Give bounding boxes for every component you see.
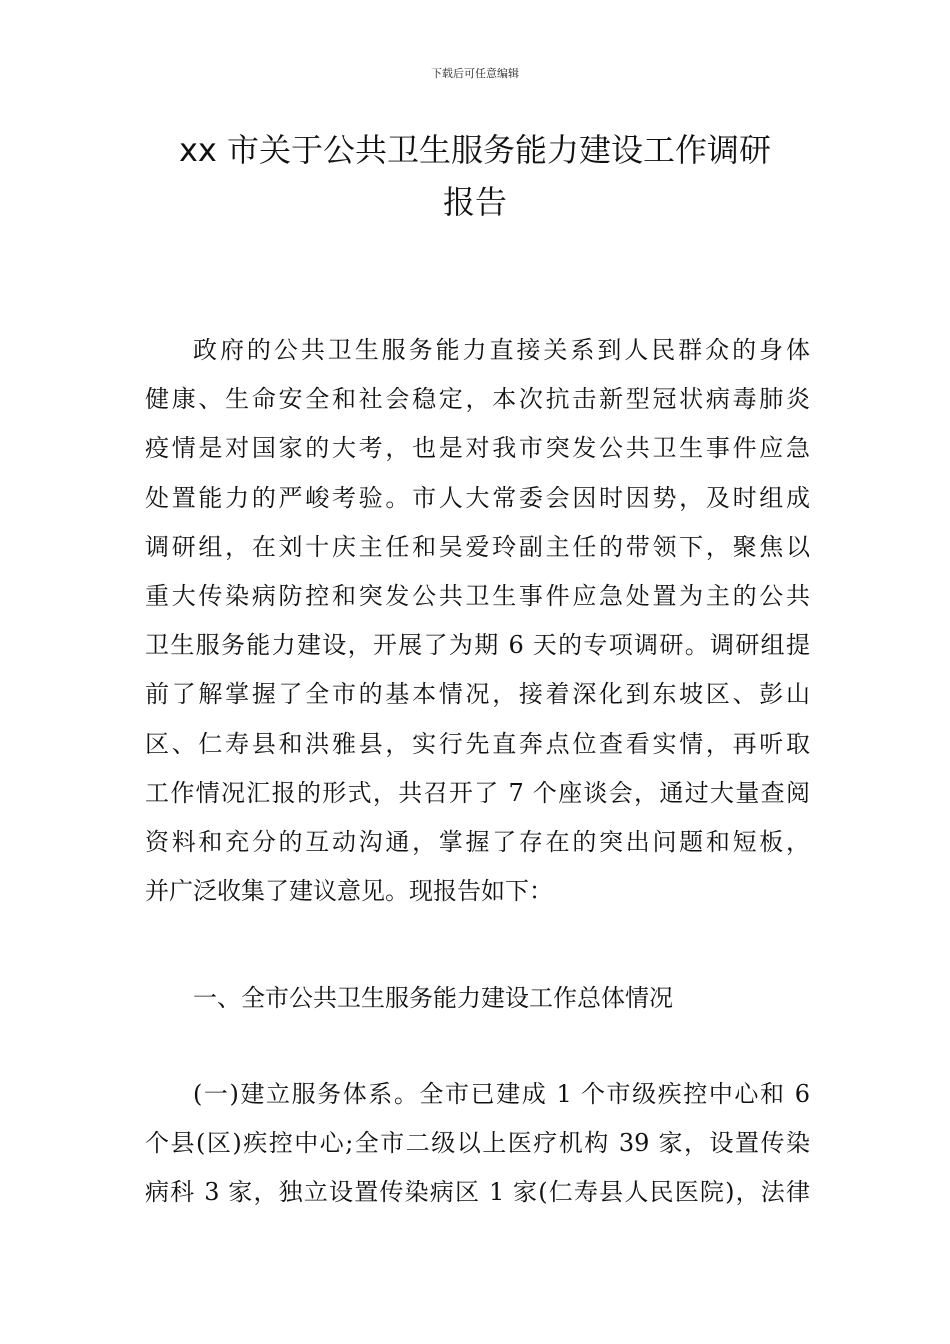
title-line-1: xx 市关于公共卫生服务能力建设工作调研 — [178, 131, 772, 169]
paragraph-line: (一)建立服务体系。全市已建成 1 个市级疾控中心和 6 — [193, 1080, 810, 1108]
paragraph-line: 政府的公共卫生服务能力直接关系到人民群众的身体 — [193, 336, 810, 364]
paragraph-line: 个县(区)疾控中心;全市二级以上医疗机构 39 家，设置传染 — [145, 1129, 810, 1158]
title-line-2: 报告 — [442, 183, 507, 221]
paragraph-line: 调研组，在刘十庆主任和吴爱玲副主任的带领下，聚焦以 — [145, 532, 810, 561]
document-title — [120, 124, 830, 228]
header-note: 下载后可任意编辑 — [431, 67, 519, 80]
paragraph-line: 病科 3 家，独立设置传染病区 1 家(仁寿县人民医院)，法律 — [145, 1178, 810, 1207]
section1-paragraph — [145, 1070, 810, 1218]
paragraph-line: 并广泛收集了建议意见。现报告如下： — [145, 877, 553, 906]
paragraph-line: 区、仁寿县和洪雅县，实行先直奔点位查看实情，再听取 — [145, 729, 810, 758]
paragraph-line: 工作情况汇报的形式，共召开了 7 个座谈会，通过大量查阅 — [145, 778, 810, 807]
paragraph-line: 卫生服务能力建设，开展了为期 6 天的专项调研。调研组提 — [145, 631, 810, 660]
section-heading: 一、全市公共卫生服务能力建设工作总体情况 — [193, 984, 673, 1012]
paragraph-line: 健康、生命安全和社会稳定，本次抗击新型冠状病毒肺炎 — [145, 385, 810, 414]
paragraph-line: 前了解掌握了全市的基本情况，接着深化到东坡区、彭山 — [145, 680, 810, 709]
paragraph-line: 处置能力的严峻考验。市人大常委会因时因势，及时组成 — [145, 483, 810, 512]
paragraph-line: 疫情是对国家的大考，也是对我市突发公共卫生事件应急 — [145, 434, 810, 463]
paragraph-line: 重大传染病防控和突发公共卫生事件应急处置为主的公共 — [145, 582, 810, 611]
intro-paragraph — [145, 326, 810, 916]
paragraph-line: 资料和充分的互动沟通，掌握了存在的突出问题和短板， — [145, 828, 810, 857]
